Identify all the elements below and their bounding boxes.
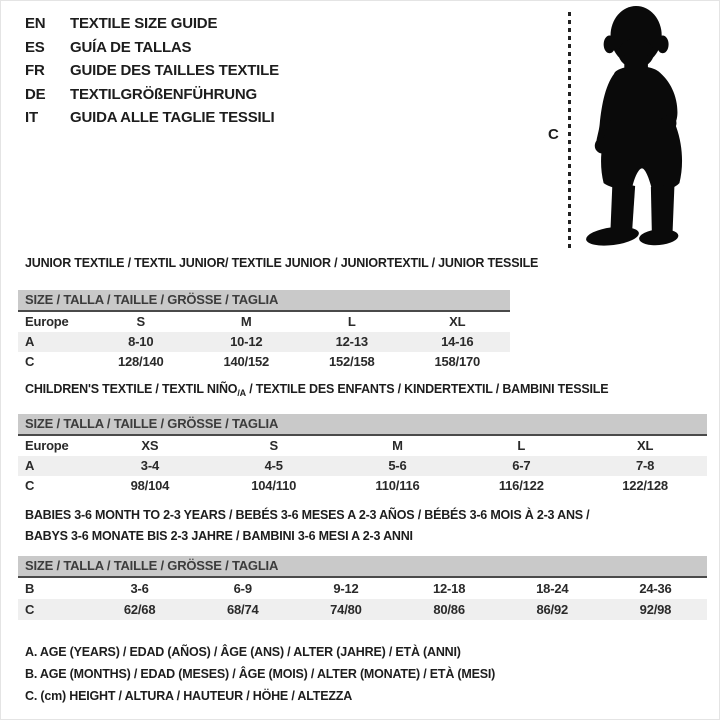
table-cell: 98/104 <box>130 478 170 493</box>
table-cell: 74/80 <box>330 602 362 617</box>
babies-title-line2: BABYS 3-6 MONATE BIS 2-3 JAHRE / BAMBINI 3-6 MESI A 2-3 ANNI <box>25 529 413 543</box>
table-cell: 110/116 <box>375 478 420 493</box>
table-cell: 18-24 <box>536 581 569 596</box>
table-cell: 152/158 <box>328 354 375 369</box>
table-cell: 6-9 <box>233 581 252 596</box>
table-cell: 14-16 <box>441 334 474 349</box>
table-cell: 12-18 <box>432 581 466 596</box>
table-cell: 3-6 <box>130 581 149 596</box>
table-cell: 24-36 <box>639 581 672 596</box>
height-measure-label: C <box>548 126 559 143</box>
language-code: IT <box>25 109 38 126</box>
table-cell: L <box>347 314 356 329</box>
footnote-a: A. AGE (YEARS) / EDAD (AÑOS) / ÂGE (ANS) / ALTER (JAHRE) / ETÀ (ANNI) <box>25 645 461 659</box>
babies-size-table <box>18 556 707 620</box>
table-row-age <box>18 456 707 476</box>
table-cell: XL <box>449 314 466 329</box>
table-cell: 4-5 <box>264 458 283 473</box>
table-row-age <box>18 332 510 352</box>
row-label: C <box>25 354 35 369</box>
language-code: ES <box>25 38 45 56</box>
junior-section-title: JUNIOR TEXTILE / TEXTIL JUNIOR/ TEXTILE JUNIOR / JUNIORTEXTIL / JUNIOR TESSILE <box>25 256 539 270</box>
language-row <box>25 36 279 60</box>
table-cell: S <box>136 314 145 329</box>
table-cell: 122/128 <box>622 478 668 493</box>
table-row-height <box>18 599 707 620</box>
babies-title-line1: BABIES 3-6 MONTH TO 2-3 YEARS / BEBÉS 3-6 MESES A 2-3 AÑOS / BÉBÉS 3-6 MOIS À 2-3 ANS / <box>25 508 590 522</box>
language-row <box>25 83 279 107</box>
junior-size-table <box>18 290 510 372</box>
guide-title: GUIDA ALLE TAGLIE TESSILI <box>70 109 275 126</box>
table-cell: S <box>269 438 278 453</box>
table-cell: L <box>517 438 526 453</box>
legend-footnotes <box>25 641 495 707</box>
table-cell: 5-6 <box>388 458 407 473</box>
size-header-bar: SIZE / TALLA / TAILLE / GRÖSSE / TAGLIA <box>18 290 510 312</box>
table-cell: 158/170 <box>434 354 481 369</box>
footnote-b: B. AGE (MONTHS) / EDAD (MESES) / ÂGE (MOIS) / ALTER (MONATE) / ETÀ (MESI) <box>25 667 496 681</box>
language-row <box>25 12 279 36</box>
toddler-silhouette-icon <box>578 4 708 250</box>
table-cell: M <box>392 438 403 453</box>
table-row-europe <box>18 436 707 456</box>
children-title-pre: CHILDREN'S TEXTILE / TEXTIL NIÑO <box>25 382 238 396</box>
height-measure-dotted-line <box>568 12 571 250</box>
table-cell: 92/98 <box>639 602 672 617</box>
table-cell: 80/86 <box>433 602 465 617</box>
table-cell: 116/122 <box>498 478 544 493</box>
language-code: EN <box>25 15 46 32</box>
table-cell: 9-12 <box>333 581 359 596</box>
table-cell: 6-7 <box>512 458 531 473</box>
table-row-age-months <box>18 578 707 599</box>
table-cell: 3-4 <box>140 458 159 473</box>
table-cell: 140/152 <box>223 354 270 369</box>
language-row <box>25 59 279 83</box>
table-row-height <box>18 352 510 372</box>
guide-title: GUÍA DE TALLAS <box>70 38 192 56</box>
children-size-table <box>18 414 707 496</box>
table-cell: 62/68 <box>123 602 156 617</box>
table-cell: M <box>240 314 252 329</box>
table-cell: 7-8 <box>635 458 655 473</box>
children-title-post: / TEXTILE DES ENFANTS / KINDERTEXTIL / BAMBINI TESSILE <box>245 382 609 396</box>
row-label: B <box>25 581 35 596</box>
table-cell: 8-10 <box>128 334 154 349</box>
language-code: DE <box>25 85 46 103</box>
table-cell: 68/74 <box>226 602 259 617</box>
table-cell: 10-12 <box>230 334 263 349</box>
row-label: A <box>25 458 35 473</box>
row-label: Europe <box>25 438 69 453</box>
language-title-list <box>25 12 279 130</box>
table-cell: 104/110 <box>251 478 297 493</box>
footnote-c: C. (cm) HEIGHT / ALTURA / HAUTEUR / HÖHE / ALTEZZA <box>25 689 353 703</box>
guide-title: GUIDE DES TAILLES TEXTILE <box>70 62 279 79</box>
guide-title: TEXTILE SIZE GUIDE <box>70 15 218 32</box>
size-header-bar: SIZE / TALLA / TAILLE / GRÖSSE / TAGLIA <box>18 556 707 578</box>
children-title-sub: /A <box>237 388 246 398</box>
table-cell: XS <box>141 438 159 453</box>
table-row-height <box>18 476 707 496</box>
row-label: A <box>25 334 35 349</box>
guide-title: TEXTILGRÖßENFÜHRUNG <box>70 85 258 103</box>
table-cell: 128/140 <box>117 354 164 369</box>
table-cell: 12-13 <box>335 334 368 349</box>
table-cell: XL <box>636 438 654 453</box>
babies-section-title <box>25 505 589 547</box>
row-label: C <box>25 478 35 493</box>
language-row <box>25 106 279 130</box>
row-label: C <box>25 602 35 617</box>
language-code: FR <box>25 62 45 79</box>
children-section-title <box>25 382 608 396</box>
table-cell: 86/92 <box>536 602 569 617</box>
table-row-europe <box>18 312 510 332</box>
row-label: Europe <box>25 314 69 329</box>
size-header-bar: SIZE / TALLA / TAILLE / GRÖSSE / TAGLIA <box>18 414 707 436</box>
